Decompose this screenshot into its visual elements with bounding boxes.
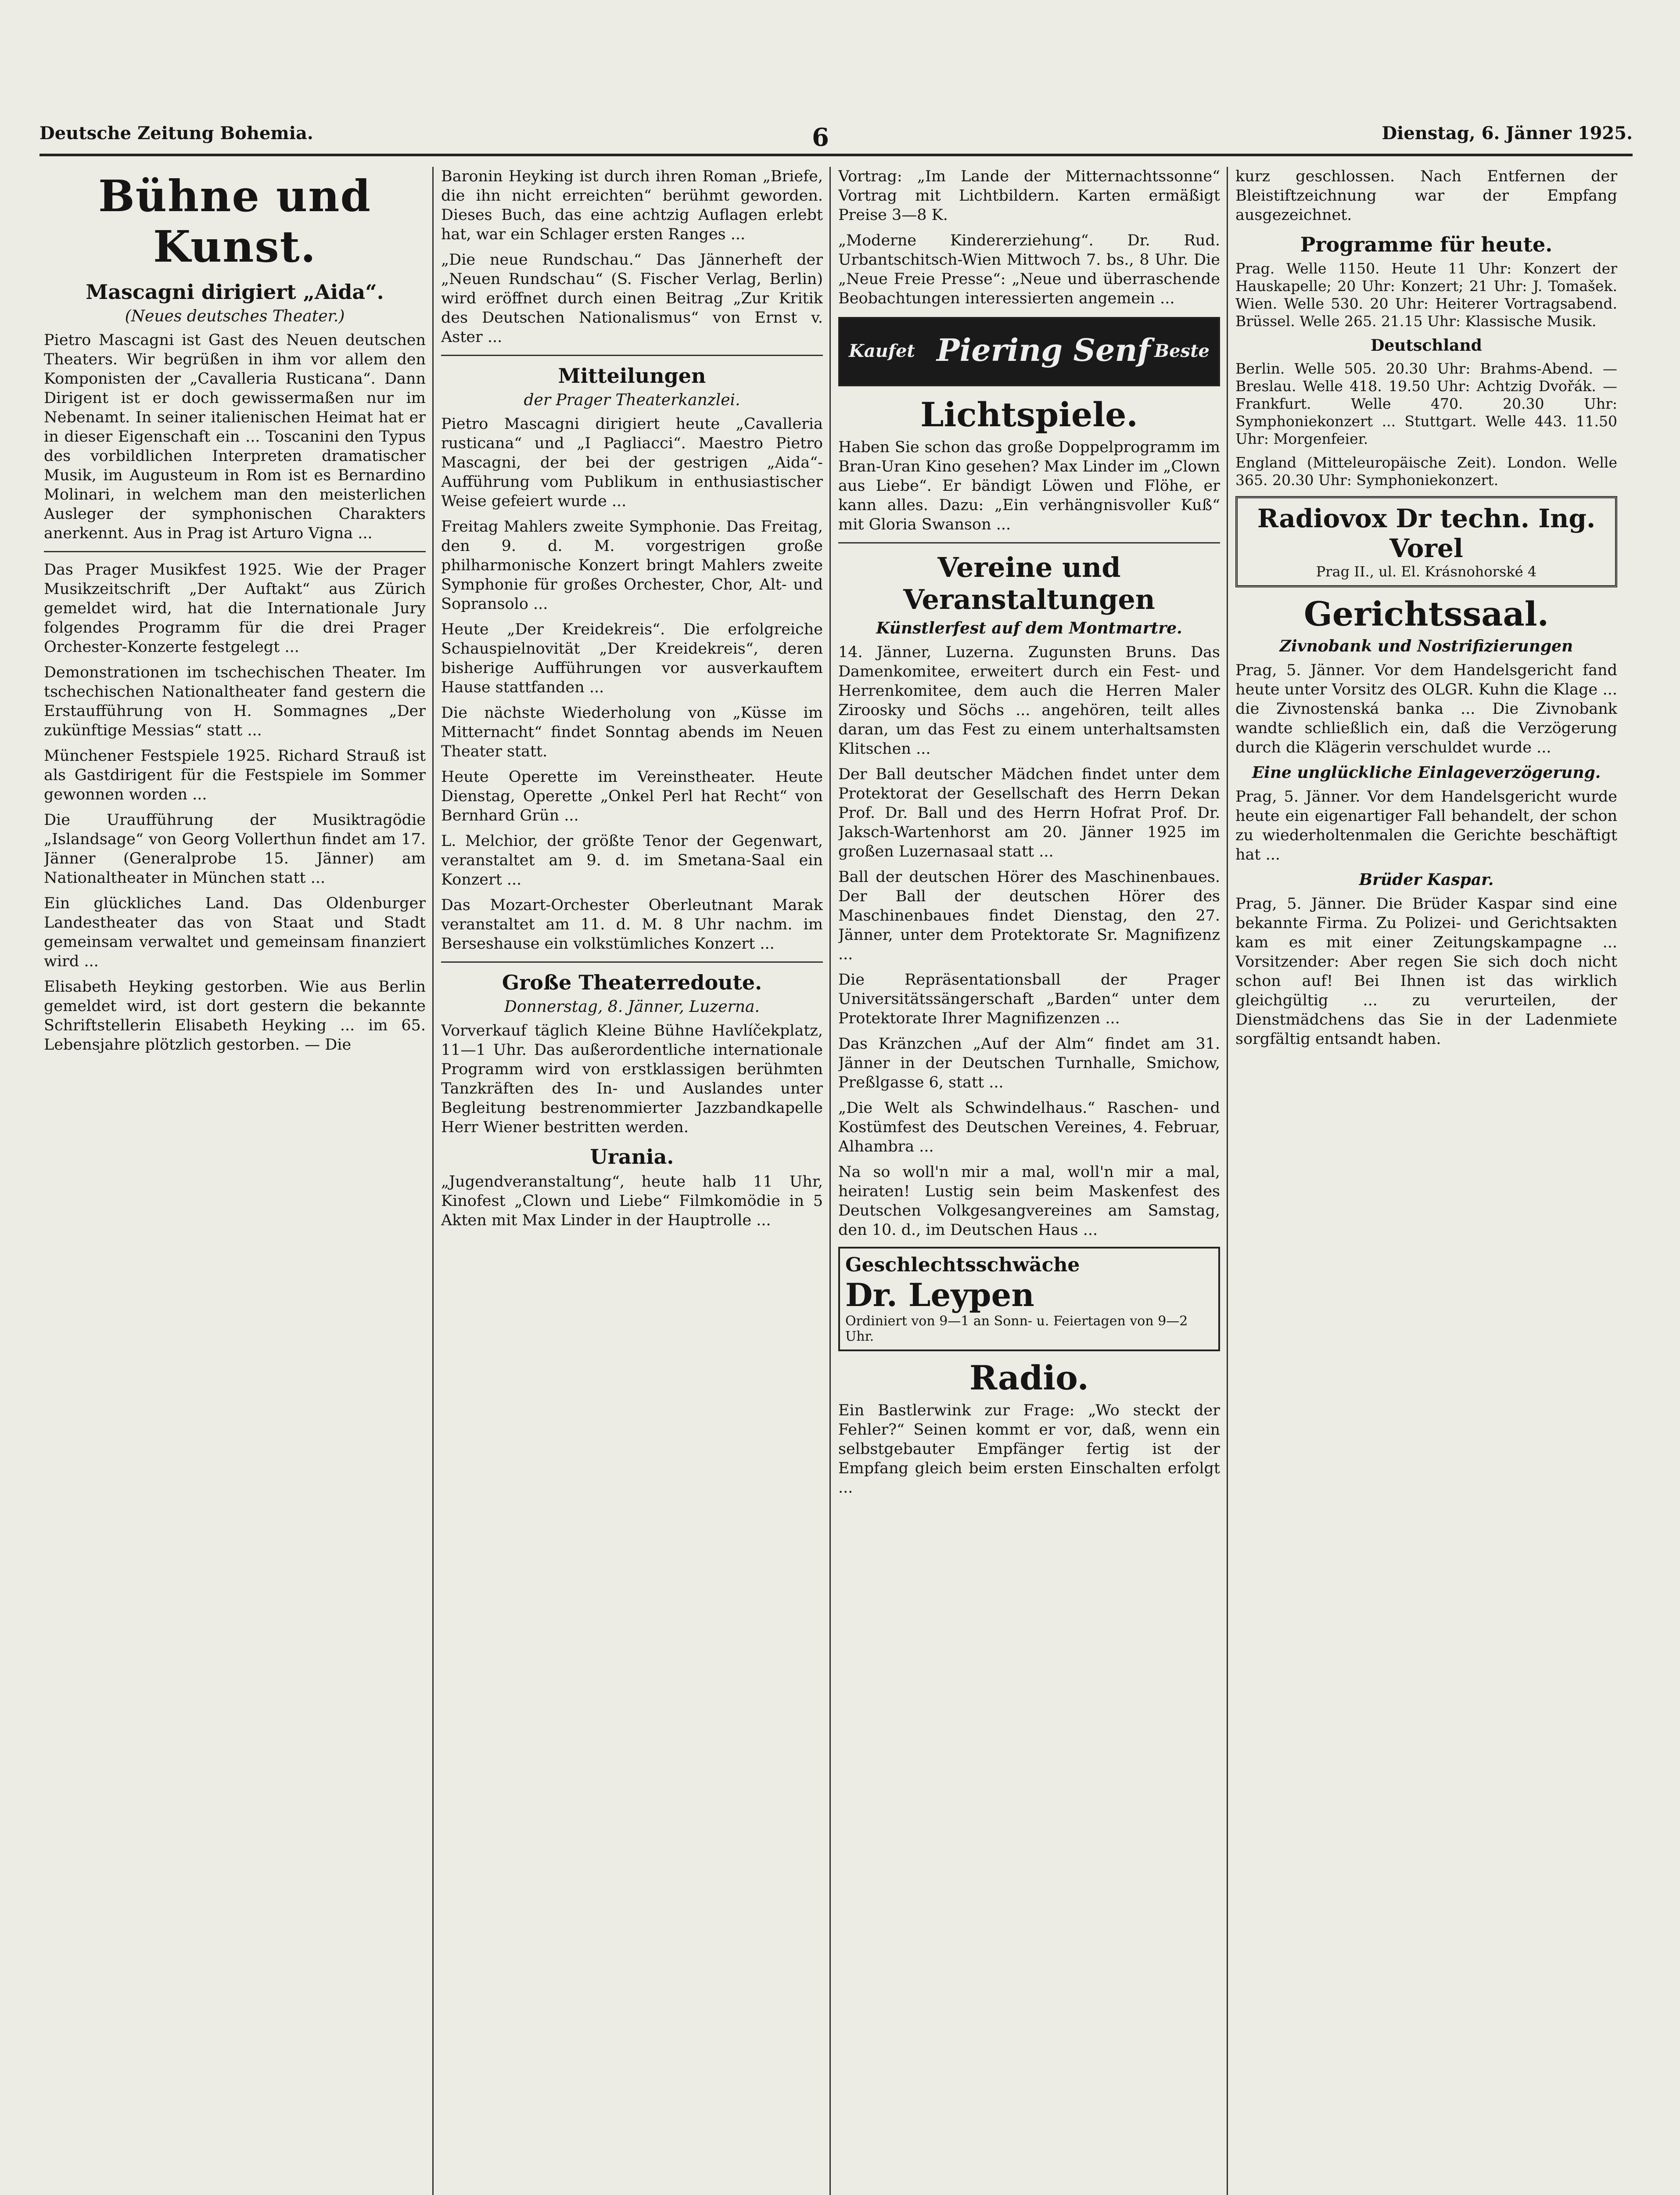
issue-date: Dienstag, 6. Jänner 1925. <box>1382 123 1633 144</box>
article-paragraph: Vortrag: „Im Lande der Mitternachtssonne“ Vortrag mit Lichtbildern. Karten ermäßigt Preise 3—8 K. <box>838 168 1220 224</box>
article-paragraph: Prag, 5. Jänner. Vor dem Handelsgericht wurde heute ein eigenartiger Fall behandelt, der schon zu wiederholtenmalen die Gerichte beschäftigt hat ... <box>1235 788 1617 864</box>
article-paragraph: Die nächste Wiederholung von „Küsse im Mitternacht“ findet Sonntag abends im Neuen Theater statt. <box>441 704 823 760</box>
article-paragraph: Münchener Festspiele 1925. Richard Strauß ist als Gastdirigent für die Festspiele im Sommer gewonnen worden ... <box>44 747 426 803</box>
article-paragraph: Pietro Mascagni ist Gast des Neuen deutschen Theaters. Wir begrüßen in ihm vor allem den Komponisten der „Cavalleria Rusticana“. Dann Dirigent ist er doch gewissermaßen nur im Nebenamt. In seiner italienischen Heimat hat er in dieser Eigenschaft ein ... Toscanini den Typus des vorbildlichen Interpreten dramatischer Musik, im Augusteum in Rom ist es Bernardino Molinari, in welchem man den meisterlichen Ausleger der symphonischen Charakters anerkennt. Aus in Prag ist Arturo Vigna ... <box>44 331 426 542</box>
article-paragraph: Das Kränzchen „Auf der Alm“ findet am 31. Jänner in der Deutschen Turnhalle, Smichow, Preßlgasse 6, statt ... <box>838 1035 1220 1091</box>
divider <box>441 355 823 356</box>
lichtspiele-title: Lichtspiele. <box>920 395 1138 434</box>
radiovox-name: Radiovox Dr techn. Ing. Vorel <box>1257 504 1596 563</box>
column-rule <box>1227 167 1228 2195</box>
column-2 <box>441 167 823 2195</box>
article-paragraph: Na so woll'n mir a mal, woll'n mir a mal, heiraten! Lustig sein beim Maskenfest des Deutschen Volkgesangvereines am Samstag, den 10. d., im Deutschen Haus ... <box>838 1163 1220 1239</box>
column-3 <box>838 167 1220 2195</box>
article-paragraph: „Moderne Kindererziehung“. Dr. Rud. Urbantschitsch-Wien Mittwoch 7. bs., 8 Uhr. Die „Neue Freie Presse“: „Neue und überraschende Beobachtungen interessierten angemein ... <box>838 232 1220 307</box>
column-4 <box>1235 167 1617 2195</box>
programme-listing: Prag. Welle 1150. Heute 11 Uhr: Konzert der Hauskapelle; 20 Uhr: Konzert; 21 Uhr: J. Tomašek. Wien. Welle 530. 20 Uhr: Heiterer Vortragsabend. Brüssel. Welle 265. 21.15 Uhr: Klassische Musik. <box>1235 260 1617 330</box>
column-1 <box>44 167 426 2195</box>
leypen-advertisement <box>838 1247 1220 1351</box>
article-title: Mascagni dirigiert „Aida“. <box>86 280 384 304</box>
radiovox-advertisement <box>1235 496 1617 587</box>
article-paragraph: Demonstrationen im tschechischen Theater. Im tschechischen Nationaltheater fand gestern die Erstaufführung von H. Sommagnes „Der zukünftige Messias“ statt ... <box>44 664 426 739</box>
article-paragraph: kurz geschlossen. Nach Entfernen der Bleistiftzeichnung war der Empfang ausgezeichnet. <box>1235 168 1617 224</box>
divider <box>838 542 1220 543</box>
ad-right-text: Beste <box>1154 341 1210 361</box>
radio-title: Radio. <box>969 1358 1089 1397</box>
article-paragraph: Haben Sie schon das große Doppelprogramm im Bran-Uran Kino gesehen? Max Linder im „Clown aus Liebe“. Er bändigt Löwen und Flöhe, er kann alles. Dazu: „Ein verhängnisvoller Kuß“ mit Gloria Swanson ... <box>838 439 1220 533</box>
redoute-title: Große Theaterredoute. <box>502 971 762 994</box>
article-paragraph: Ein Bastlerwink zur Frage: „Wo steckt der Fehler?“ Seinen kommt er vor, daß, wenn ein selbstgebauter Empfänger fertig ist der Empfang gleich beim ersten Einschalten erfolgt ... <box>838 1402 1220 1497</box>
article-paragraph: Vorverkauf täglich Kleine Bühne Havlíčekplatz, 11—1 Uhr. Das außerordentliche internationale Programm wird von erstklassigen berühmten Tanzkräften des In- und Auslandes unter Begleitung bestrenommierter Jazzbandkapelle Herr Wiener bestritten werden. <box>441 1022 823 1136</box>
article-paragraph: Der Ball deutscher Mädchen findet unter dem Protektorat der Gesellschaft des Herrn Dekan Prof. Dr. Ball und des Herrn Hofrat Prof. Dr. Jaksch-Wartenhorst am 20. Jänner 1925 im großen Luzernasaal statt ... <box>838 766 1220 860</box>
article-paragraph: „Jugendveranstaltung“, heute halb 11 Uhr, Kinofest „Clown und Liebe“ Filmkomödie in 5 Akten mit Max Linder in der Hauptrolle ... <box>441 1173 823 1229</box>
brothers-title: Brüder Kaspar. <box>1359 871 1494 889</box>
divider <box>44 551 426 552</box>
article-subtitle: (Neues deutsches Theater.) <box>125 307 345 325</box>
article-paragraph: Ball der deutschen Hörer des Maschinenbaues. Der Ball der deutschen Hörer des Maschinenbaues findet Dienstag, den 27. Jänner, unter dem Protektorate Sr. Magnifizenz ... <box>838 868 1220 963</box>
article-paragraph: Die Uraufführung der Musiktragödie „Islandsage“ von Georg Vollerthun findet am 17. Jänner (Generalprobe 15. Jänner) am Nationaltheater in München statt ... <box>44 811 426 887</box>
article-paragraph: Freitag Mahlers zweite Symphonie. Das Freitag, den 9. d. M. vorgestrigen große philharmonische Konzert bringt Mahlers zweite Symphonie für großes Orchester, Chor, Alt- und Sopransolo ... <box>441 518 823 613</box>
gericht-title: Gerichtssaal. <box>1303 594 1549 633</box>
newspaper-name: Deutsche Zeitung Bohemia. <box>39 123 313 144</box>
mitteilungen-title: Mitteilungen <box>558 364 706 388</box>
programme-listing: Berlin. Welle 505. 20.30 Uhr: Brahms-Abend. — Breslau. Welle 418. 19.50 Uhr: Achtzig Dvořák. — Frankfurt. Welle 470. 20.30 Uhr: Symphoniekonzert ... Stuttgart. Welle 443. 11.50 Uhr: Morgenfeier. <box>1235 360 1617 447</box>
article-paragraph: Baronin Heyking ist durch ihren Roman „Briefe, die ihn nicht erreichten“ berühmt geworden. Dieses Buch, das eine achtzig Auflagen erlebt hat, war ein Schlager ersten Ranges ... <box>441 168 823 243</box>
article-paragraph: Prag, 5. Jänner. Vor dem Handelsgericht fand heute unter Vorsitz des OLGR. Kuhn die Klage ... die Zivnostenská banka ... Die Zivnobank wandte schließlich ein, daß die Verzögerung durch die Klägerin verschuldet wurde ... <box>1235 662 1617 756</box>
gericht-subtitle: Zivnobank und Nostrifizierungen <box>1279 637 1573 655</box>
leypen-hours: Ordiniert von 9—1 an Sonn- u. Feiertagen von 9—2 Uhr. <box>845 1313 1188 1344</box>
divider <box>441 961 823 963</box>
article-paragraph: Die Repräsentationsball der Prager Universitätssängerschaft „Barden“ unter dem Protektorate Ihrer Magnifizenzen ... <box>838 971 1220 1027</box>
article-paragraph: „Die neue Rundschau.“ Das Jännerheft der „Neuen Rundschau“ (S. Fischer Verlag, Berlin) wird eröffnet durch einen Beitrag „Zur Kritik des Deutschen Nationalismus“ von Ernst v. Aster ... <box>441 251 823 346</box>
article-paragraph: Heute „Der Kreidekreis“. Die erfolgreiche Schauspielnovität „Der Kreidekreis“, deren bisherige Aufführungen vor ausverkauftem Hause stattfanden ... <box>441 621 823 696</box>
page-number: 6 <box>812 123 829 152</box>
section-title: Bühne und Kunst. <box>98 171 372 272</box>
article-paragraph: Pietro Mascagni dirigiert heute „Cavalleria rusticana“ und „I Pagliacci“. Maestro Pietro Mascagni, der bei der gestrigen „Aida“-Aufführung vom Publikum in enthusiastischer Weise gefeiert wurde ... <box>441 415 823 510</box>
article-paragraph: Ein glückliches Land. Das Oldenburger Landestheater das von Staat und Stadt gemeinsam verwaltet und gemeinsam finanziert wird ... <box>44 895 426 970</box>
mitteilungen-subtitle: der Prager Theaterkanzlei. <box>524 391 740 409</box>
urania-title: Urania. <box>590 1145 674 1169</box>
leypen-name: Dr. Leypen <box>845 1276 1034 1313</box>
article-paragraph: Das Mozart-Orchester Oberleutnant Marak veranstaltet am 11. d. M. 8 Uhr nachm. im Berseshause ein volkstümliches Konzert ... <box>441 896 823 953</box>
article-paragraph: Heute Operette im Vereinstheater. Heute Dienstag, Operette „Onkel Perl hat Recht“ von Bernhard Grün ... <box>441 768 823 824</box>
mustard-advertisement <box>838 317 1220 386</box>
column-rule <box>829 167 831 2195</box>
unlucky-title: Eine unglückliche Einlageverzögerung. <box>1252 763 1601 782</box>
vereine-title: Vereine und Veranstaltungen <box>903 551 1155 615</box>
article-paragraph: „Die Welt als Schwindelhaus.“ Raschen- und Kostümfest des Deutschen Vereines, 4. Februar, Alhambra ... <box>838 1099 1220 1155</box>
column-rule <box>432 167 434 2195</box>
article-paragraph: Prag, 5. Jänner. Die Brüder Kaspar sind eine bekannte Firma. Zu Polizei- und Gerichtsakten kam es mit einer Zeitungskampagne ... Vorsitzender: Aber regen Sie sich doch nicht schon auf! Bei Ihnen ist das wirklich gleichgültig ... zu verurteilen, der Dienstmädchens das Sie in der Ladenmiete sorgfältig entsandt haben. <box>1235 895 1617 1048</box>
germany-heading: Deutschland <box>1371 336 1482 355</box>
page-header <box>39 119 1633 156</box>
ad-brand: Piering Senf <box>937 332 1151 368</box>
article-paragraph: Das Prager Musikfest 1925. Wie der Prager Musikzeitschrift „Der Auftakt“ aus Zürich gemeldet wird, hat die Internationale Jury folgendes Programm für die drei Prager Orchester-Konzerte festgelegt ... <box>44 561 426 656</box>
article-paragraph: 14. Jänner, Luzerna. Zugunsten Bruns. Das Damenkomitee, erweitert durch ein Fest- und Herrenkomitee, dem auch die Herren Maler Ziroosky und Söchs ... angehören, teilt alles daran, um das Fest zu einem unterhaltsamsten Klitschen ... <box>838 644 1220 758</box>
radiovox-address: Prag II., ul. El. Krásnohorské 4 <box>1316 563 1537 580</box>
redoute-subtitle: Donnerstag, 8. Jänner, Luzerna. <box>504 998 760 1016</box>
leypen-heading: Geschlechtsschwäche <box>845 1254 1080 1276</box>
programme-listing: England (Mitteleuropäische Zeit). London. Welle 365. 20.30 Uhr: Symphoniekonzert. <box>1235 454 1617 489</box>
vereine-subtitle: Künstlerfest auf dem Montmartre. <box>876 619 1182 637</box>
article-paragraph: Elisabeth Heyking gestorben. Wie aus Berlin gemeldet wird, ist dort gestern die bekannte Schriftstellerin Elisabeth Heyking ... im 65. Lebensjahre plötzlich gestorben. — Die <box>44 978 426 1054</box>
article-paragraph: L. Melchior, der größte Tenor der Gegenwart, veranstaltet am 9. d. im Smetana-Saal ein Konzert ... <box>441 832 823 889</box>
ad-left-text: Kaufet <box>849 341 915 361</box>
programme-title: Programme für heute. <box>1300 233 1553 256</box>
